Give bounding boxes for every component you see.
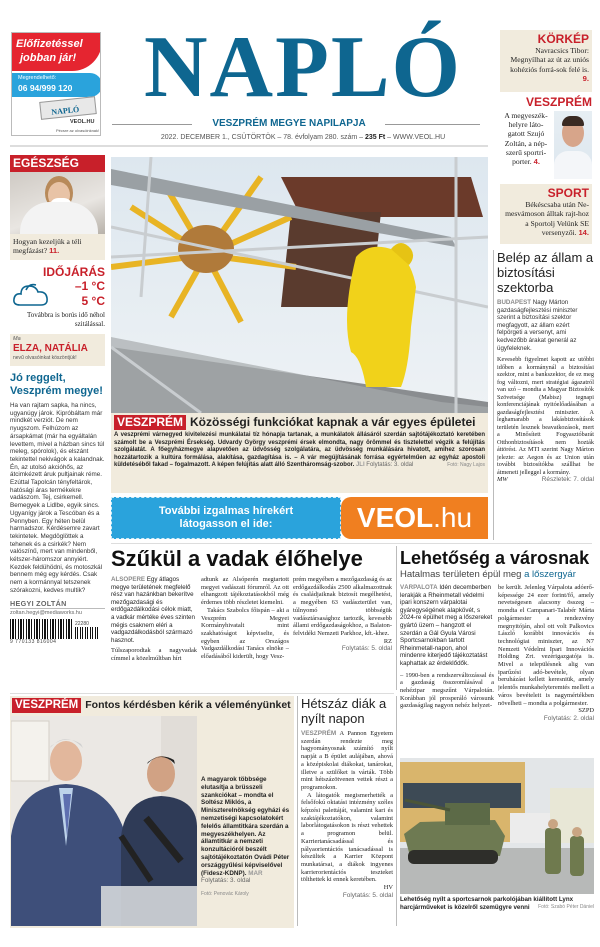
consultation-story[interactable]: [10, 696, 294, 928]
lynx-vehicle-photo[interactable]: [400, 758, 594, 894]
ammo-sub-prefix: Hatalmas területen épül meg: [400, 569, 522, 580]
ad-phone[interactable]: 06 94/999 120: [18, 83, 73, 93]
masthead-title: NAPLÓ: [144, 19, 462, 116]
health-page: 11.: [49, 246, 60, 256]
date-issue: 2022. DECEMBER 1., CSÜTÖRTÖK – 78. évfolyam 280. szám –: [160, 134, 364, 141]
ammo-col1: Idén decemberben lerakják a Rheinmetall védelmi ipari konszern várpalotai gyáregységének alapkövét, s 2024-re épülhet meg a lőszereket gyártó üzem – hangzott el szerdán a Gál Gyula Városi Sportcsarnokban tartott Rheinmetall-napon, ahol mindenre kiterjedő tájékoztatást kaphattak az érdeklődők.: [400, 584, 493, 667]
wildlife-byline: RZ: [383, 637, 392, 645]
masthead-subtitle: VESZPRÉM MEGYE NAPILAPJA: [212, 118, 366, 129]
ad-headline-2: jobban jár!: [20, 52, 77, 64]
teaser-label: SPORT: [547, 186, 589, 200]
openday-headline[interactable]: Hétszáz diák a nyílt napon: [301, 696, 387, 726]
openday-story: [301, 696, 393, 928]
wildlife-col3: prém megyében a mezőgazdaság és az erdőgazdálkodás 2500 alkalmazottnak és családjaiknak biztosít megélhetést, a megyében 63 vadászterület van, túlnyomó többségük vadásztársasághoz tartozik, kevesebb állami erdőgazdaságokhoz, a Balaton-felvidéki Nemzeti Parkhoz, kft.-khez.: [293, 576, 392, 637]
wildlife-col1: Egy átlagos megye területének megfelelő rész van hazánkban bekerítve mezőgazdasági és erdőgazdálkodási célok miatt, a vadkár mértéke éves szinten mégis csaknem eléri a vadgazdálkodásból származó hasznot.: [111, 576, 195, 644]
main-photo-credit: Fotó: Nagy Lajos: [447, 462, 485, 469]
health-box[interactable]: [10, 155, 105, 260]
teaser-page: 14.: [578, 228, 589, 238]
consultation-photo-credit: Fotó: Penovác Károly: [201, 891, 249, 898]
ad-tagline: Pécsre az olvasóinknak!: [56, 128, 100, 133]
banner-line-1: További izgalmas hírekért: [158, 505, 294, 517]
ammo-sub-highlight: a lőszergyár: [524, 569, 576, 580]
barcode-block: [10, 619, 105, 639]
barcode-issue: 22280: [75, 620, 89, 627]
main-story-label: VESZPRÉM: [114, 415, 186, 430]
consultation-body: A magyarok többsége elutasítja a brüsszeli szankciókat – mondta el Soltész Miklós, a Miniszterelnökség egyházi és nemzetiségi kapcsolatokért felelős államtitkára szerdán a megyeszékhelyen. Az államtitkár a nemzeti konzultációról beszélt sajtótájékoztatón Ovádi Péter országgyűlési képviselővel (Fidesz-KDNP).: [201, 776, 290, 877]
health-text: Hogyan kezeljük a téli megfázást?: [13, 237, 82, 256]
newspaper-thumbnail: [39, 96, 97, 120]
price: 235 Ft: [364, 134, 386, 141]
ad-order-label: Megrendelhető:: [18, 75, 57, 81]
nameday-box: [10, 334, 105, 366]
ammo-col1b: – 1990-ben a rendszerváltozással és a gazdaság összeomlásával a nehézipar megszűnt Várpalotán. Korábban jól prosperáló városunk gazdaságilag nagyon nehéz helyzet-: [400, 671, 494, 710]
veol-logo[interactable]: VEOL.hu: [341, 497, 488, 539]
insurance-lead: Nagy Márton gazdaságfejlesztési miniszter szerint a biztosítási szektor megfagyott, az állam ezért felpörgeti a versenyt, ami kedvezőbb árakat generál az ügyfeleknek.: [497, 299, 578, 352]
insurance-headline[interactable]: Belép az állam a biztosítási szektorba: [497, 250, 594, 295]
openday-body: A Pannon Egyetem szerdán rendezte meg hagyományosnak számító nyílt napját a B épület aulájában, ahová a középiskolai diákokat, tanárokat, illetve a szülőket is várták. Több mint hétszázötvenen vettek részt a programokon.: [301, 730, 393, 791]
nameday-prefix: Ma: [13, 336, 21, 342]
openday-continued[interactable]: Folytatás: 5. oldal: [342, 891, 393, 899]
openday-byline: HV: [383, 884, 393, 892]
ammo-byline: SZPD: [578, 707, 594, 715]
banner-line-2: látogasson el ide:: [179, 518, 273, 530]
barcode-number: 9 770133 816004: [10, 638, 57, 645]
teaser-text: A megyeszék-helyre láto-gatott Szujó Zoltán, a nép-szerű sportri-porter.: [504, 111, 548, 167]
teaser-korkep[interactable]: [500, 30, 592, 92]
barcode: [10, 619, 72, 639]
wildlife-col2: adtunk az Alsóperén megtartott megyei vadászati fórumról. Az ott elhangzott tájékoztatásokból még érdemes több részletet kiemelni.: [201, 576, 289, 607]
subscription-ad[interactable]: [11, 32, 101, 136]
consultation-byline: MAR: [248, 869, 263, 877]
press-conference-photo: [11, 716, 197, 926]
press-illustration: [11, 716, 197, 926]
openday-body2: A látogatók megismerhették a felsőfokú oktatási intézmény széles képzési palettáját, valamint kari és szaktájékoztatókon, valamint laborlátogatásokon is részt vehettek a programon belül. Karriertanácsadással és pályaorientációs tanácsadással is készültek a Karrier Központ munkatársai, a diákok ingyenes karrierorientációs teszteket tölthettek ki ennek keretében.: [301, 791, 393, 884]
insurance-story: [497, 250, 594, 542]
lynx-illustration: [400, 758, 594, 894]
main-story[interactable]: [111, 413, 488, 493]
teaser-page: 4.: [533, 157, 540, 167]
insurance-byline: MW: [497, 476, 508, 484]
column: [10, 372, 105, 690]
ad-veol: VEOL.HU: [70, 119, 95, 125]
ammo-headline[interactable]: Lehetőség a városnak: [400, 548, 590, 568]
teaser-page: 9.: [582, 74, 589, 84]
column-author: HEGYI ZOLTÁN: [10, 599, 105, 609]
column-title-2: Veszprém megye!: [10, 385, 103, 397]
website-link[interactable]: – WWW.VEOL.HU: [387, 134, 446, 141]
nameday-names: ELZA, NATÁLIA: [13, 343, 88, 354]
wildlife-continued[interactable]: Folytatás: 5. oldal: [341, 645, 392, 653]
main-story-byline: JLI: [355, 462, 365, 469]
wildlife-col2b: Takács Szabolcs főispán – aki a Veszprém Megyei Kormányhivatalt mint szakhatóságot képviselte, és egyben az Országos Vadgazdálkodási Tanács elnöke – előadásából kiderült, hogy Vesz-: [201, 606, 289, 661]
insurance-continued[interactable]: Részletek: 7. oldal: [541, 476, 594, 484]
ammo-lead-place: VÁRPALOTA: [400, 584, 438, 591]
column-title: [10, 372, 105, 398]
weather-high: 5 °C: [81, 294, 105, 308]
health-photo: [10, 172, 105, 234]
ammo-col2: be került. Jelenleg Várpalota adóerő-képessége 24 ezer forint/fő, amely nevetségesen alacsony összeg – mondta el Campanari-Talabér Márta polgármester a rendezvény megnyitóján, ahol ott volt Palkovics László korábbi innovációs és technológiai miniszter, az N7 Nemzeti Védelmi Ipari Innovációs Holding Zrt. vezérigazgatója is. Mivel a településnek alig van iparűzési adó-bevétele, olyan beruházást kellett keresniük, amely jelentős munkahelyteremtés mellett a város bevételeit is nagymértékben növelheti – mondta a polgármester.: [498, 584, 594, 707]
wildlife-lead-place: ALSÓPERE: [111, 576, 146, 583]
reporter-photo: [554, 111, 592, 179]
weather-low: –1 °C: [74, 279, 105, 293]
health-label: EGÉSZSÉG: [10, 155, 105, 172]
scaffolding-illustration: [111, 157, 488, 413]
scaffolding-photo[interactable]: [111, 157, 488, 413]
teaser-label: VESZPRÉM: [525, 95, 592, 109]
ad-headline-1: Előfizetéssel: [16, 38, 83, 50]
masthead-dateline: [108, 133, 498, 142]
teaser-label: KÖRKÉP: [537, 32, 589, 46]
teaser-veszprem[interactable]: [500, 95, 592, 181]
weather-box: [10, 265, 105, 331]
main-story-body: A veszprémi várnegyed kivitelezési munkálatai tíz hónapja tartanak, a munkálatok állásáról szerdán sajtótájékoztató keretében számolt be a Veszprémi Érsekség. Udvardy György veszprémi érsek elmondta, nagy örömmel és tisztelettel végzik a felújítás szolgálatát. A főegyházmegye alapvetően az üdvösség szolgálatára, az üdvösség munkálására hivatott, amihez szorosan hozzátartozik a kultúra formálása, alakítása, gazdagítása is. – A vár megújításának forrása egyértelműen az egyház apostoli küldetéséből fakad – fogalmazott. A képen felújítás alatt álló Szentháromság-szobor.: [114, 432, 485, 469]
column-email[interactable]: zoltan.hegyi@mediaworks.hu: [10, 609, 82, 616]
teaser-sport[interactable]: [500, 184, 592, 244]
teaser-text: Békéscsaba után Ne-mesvámoson álltak rajt-hoz a Sportolj Velünk SE versenyzői.: [505, 200, 589, 238]
ammo-continued[interactable]: Folytatás: 2. oldal: [543, 714, 594, 722]
wildlife-headline[interactable]: Szűkül a vadak élőhelye: [111, 546, 363, 571]
column-body: Ha van rajtam sapka, ha nincs, ugyanúgy járok. Kipróbáltam már mindkét verziót. De nem nyugszom. Felhúzom az ársapkámat (már ha egyáltalán levettem, mivel a házban sincs túl meleg, spórolok), és elszánt tekintettel nekivágok a kalandnak. Én, az utolsó akcióhős, az átcimkézett áruk pultjainak réme. Ezúttal Tapolcán tényfeltárok, hatósági áras termékekre vadászom. Tej, csirkemell. Bemegyek a Lidlbe, egyik sincs. Ugyanígy járok a Tescóban és a Pennyben. Egy héten belül harmadszor. Kérdésemre zavart tekintetek. Megdöglöttek a tehenek és a csirkék? Nem valószínű, mert van mindenből, kétszer-háromszor annyiért. Kezdek feldühödni, és motoszkál bennem még egy kérdés. Csak nem a kormánnyal tetszenek szórakozni, kedves multik?: [10, 402, 105, 594]
ammo-photo-credit: Fotó: Szabó Péter Dániel: [538, 903, 594, 910]
consultation-label: VESZPRÉM: [12, 698, 81, 713]
insurance-body: Kevesebb figyelmet kapott az utóbbi időben a kormánynál a biztosítási szektor, mint a bankszektor, de ez meg fog változni, mert stratégiai ágazatról van szó – mondta a Magyar Biztosítók Szövetsége (Mabisz) tegnapi konferenciájának nyitóelőadásában a gazdaságfejlesztési miniszter. A leghamarabb a lakásbiztosítások területén lesznek beavatkozások, mert a Minősített Fogyasztóbarát Otthonbiztosítások nem hozták áttörést. Az MTI szerint Nagy Márton jelezte: az Aegon és az Union után további biztosítókba szállhat be átmeneti jelleggel a kormány.: [497, 356, 594, 476]
insurance-lead-place: BUDAPEST: [497, 299, 532, 306]
main-story-headline: Közösségi funkciókat kapnak a vár egyes épületei: [190, 415, 476, 429]
cloud-icon: [12, 279, 50, 309]
ammo-caption: Lehetőség nyílt a sportcsarnok parkolójában kiállított Lynx harcjárműveket is közelről szemügyre venni: [400, 896, 574, 911]
weather-label: IDŐJÁRÁS: [42, 265, 105, 279]
mini-logo: NAPLÓ: [50, 104, 80, 117]
consultation-headline: Fontos kérdésben kérik a véleményünket: [85, 699, 291, 711]
consultation-continued[interactable]: Folytatás: 3. oldal: [201, 877, 251, 885]
openday-lead-place: VESZPRÉM: [301, 730, 337, 737]
barcode-addon: [75, 627, 99, 639]
veol-banner[interactable]: [111, 497, 488, 539]
weather-text: Továbbra is borús idő néhol szitálással.: [26, 311, 105, 328]
main-story-continued[interactable]: Folytatás: 3. oldal: [366, 462, 414, 469]
teaser-text: Navracsics Tibor: Megnyílhat az út az uniós kohéziós forrá-sok felé is.: [510, 46, 589, 74]
nameday-text: nevű olvasóinkat köszöntjük!: [13, 355, 77, 361]
wildlife-col1b: Túlszaporodtak a nagyvadak címmel a közelmúltban hírt: [111, 647, 197, 663]
column-title-1: Jó reggelt,: [10, 372, 66, 384]
